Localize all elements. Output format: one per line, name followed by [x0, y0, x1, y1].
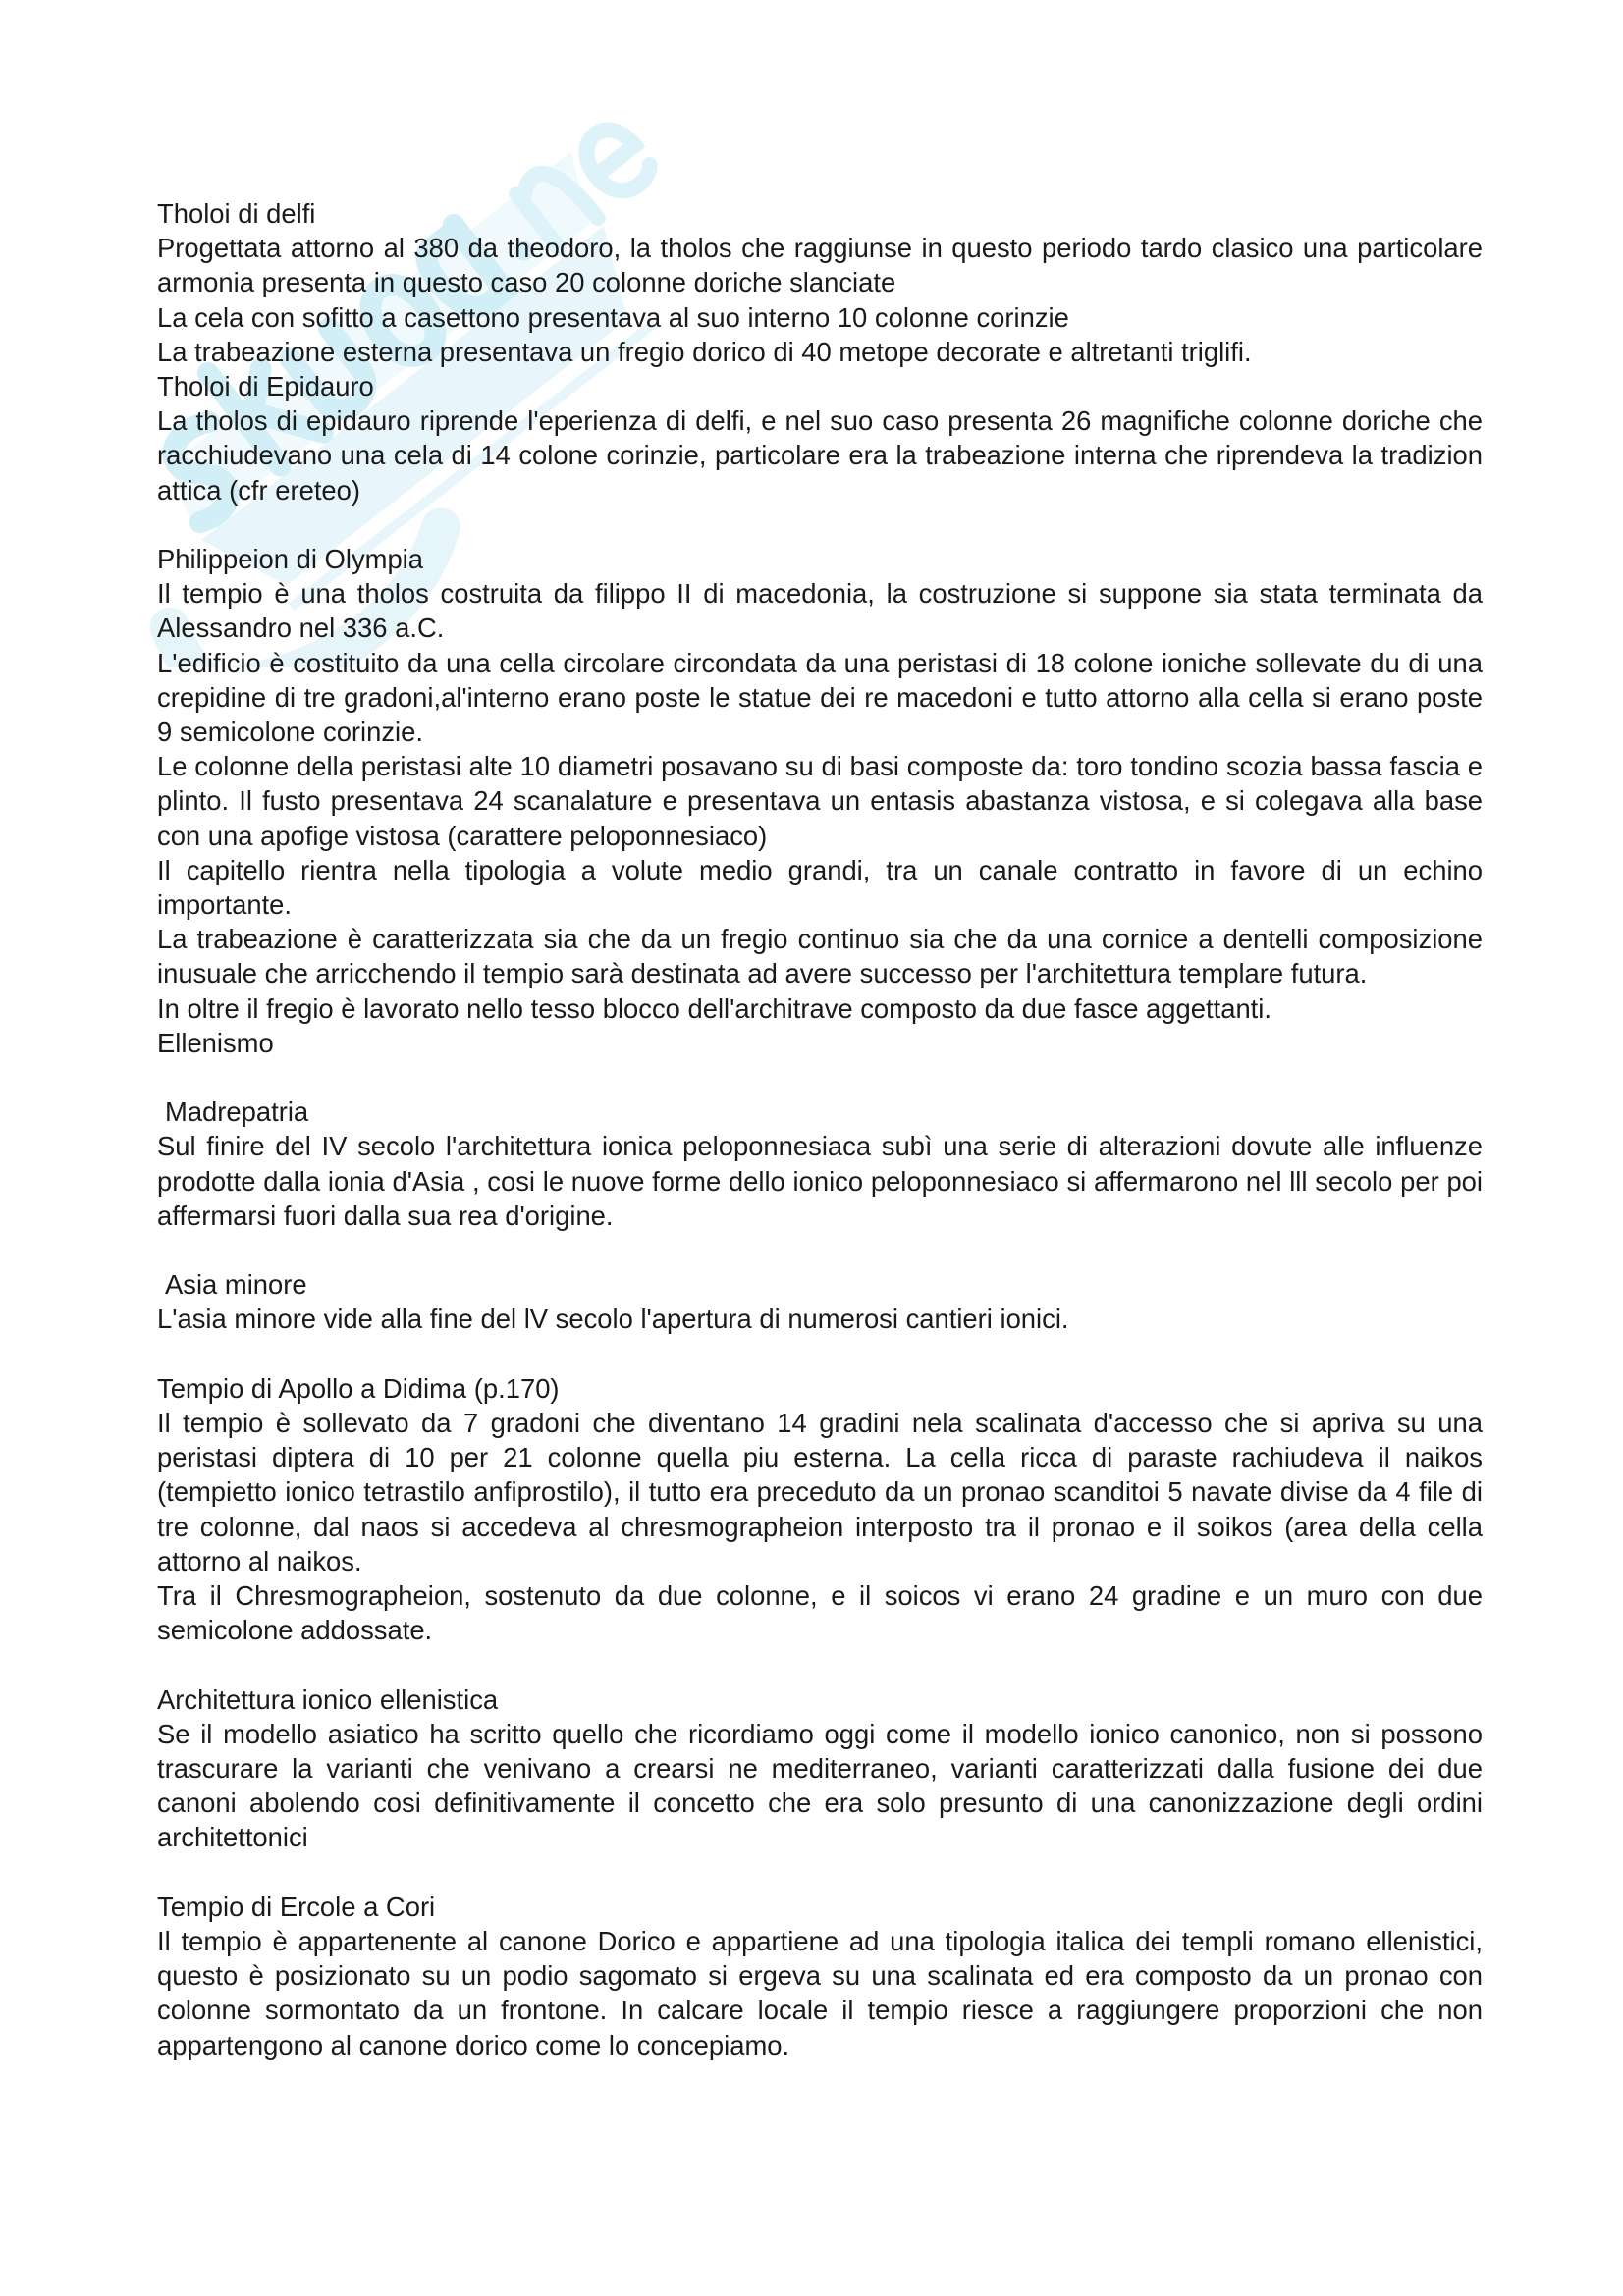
- document-body: [157, 196, 1483, 2062]
- paragraph-philippeion-3: Le colonne della peristasi alte 10 diametri posavano su di basi composte da: toro tondino scozia bassa fascia e plinto. Il fusto presentava 24 scanalature e presentava un entasis abastanza vistosa, e si colegava alla base con una apofige vistosa (carattere peloponnesiaco): [157, 751, 1483, 851]
- paragraph-ercole: Il tempio è appartenente al canone Dorico e appartiene ad una tipologia italica dei templi romano ellenistici, questo è posizionato su un podio sagomato si ergeva su una scalinata ed era composto da un pronao con colonne sormontato da un frontone. In calcare locale il tempio riesce a raggiungere proporzioni che non appartengono al canone dorico come lo concepiamo.: [157, 1926, 1483, 2060]
- paragraph-asia-minore: L'asia minore vide alla fine del lV secolo l'apertura di numerosi cantieri ionici.: [157, 1304, 1069, 1335]
- blank-line: [157, 1060, 1483, 1095]
- heading-madrepatria: Madrepatria: [165, 1096, 309, 1128]
- paragraph-philippeion-4: Il capitello rientra nella tipologia a volute medio grandi, tra un canale contratto in favore di un echino importante.: [157, 854, 1483, 921]
- blank-line: [157, 1855, 1483, 1890]
- blank-line: [157, 507, 1483, 542]
- paragraph-madrepatria: Sul finire del IV secolo l'architettura ionica peloponnesiaca subì una serie di alterazioni dovute alle influenze prodotte dalla ionia d'Asia , cosi le nuove forme dello ionico peloponnesiaco si affermarono nel lll secolo per poi affermarsi fuori dalla sua rea d'origine.: [157, 1131, 1483, 1231]
- blank-line: [157, 1337, 1483, 1371]
- paragraph-philippeion-1: Il tempio è una tholos costruita da filippo II di macedonia, la costruzione si suppone sia stata terminata da Alessandro nel 336 a.C.: [157, 578, 1483, 644]
- heading-tempio-apollo: Tempio di Apollo a Didima (p.170): [157, 1372, 560, 1404]
- blank-line: [157, 1647, 1483, 1682]
- paragraph-philippeion-2: L'edificio è costituito da una cella circolare circondata da una peristasi di 18 colone ioniche sollevate du di una crepidine di tre gradoni,al'interno erano poste le statue dei re macedoni e tutto attorno alla cella si erano poste 9 semicolone corinzie.: [157, 647, 1483, 748]
- paragraph-architettura-ionico: Se il modello asiatico ha scritto quello che ricordiamo oggi come il modello ionico canonico, non si possono trascurare la varianti che venivano a crearsi ne mediterraneo, varianti caratterizzati dalla fusione dei due canoni abolendo cosi definitivamente il concetto che era solo presunto di una canonizzazione degli ordini architettonici: [157, 1718, 1483, 1853]
- paragraph-apollo-2: Tra il Chresmographeion, sostenuto da due colonne, e il soicos vi erano 24 gradine e un muro con due semicolone addossate.: [157, 1580, 1483, 1646]
- paragraph-epidauro: La tholos di epidauro riprende l'eperienza di delfi, e nel suo caso presenta 26 magnifiche colonne doriche che racchiudevano una cela di 14 colone corinzie, particolare era la trabeazione interna che riprendeva la tradizion attica (cfr ereteo): [157, 405, 1483, 506]
- paragraph-philippeion-6: In oltre il fregio è lavorato nello tesso blocco dell'architrave composto da due fasce aggettanti.: [157, 992, 1271, 1024]
- paragraph-delfi-1: Progettata attorno al 380 da theodoro, la tholos che raggiunse in questo periodo tardo clasico una particolare armonia presenta in questo caso 20 colonne doriche slanciate: [157, 233, 1483, 298]
- heading-tempio-ercole: Tempio di Ercole a Cori: [157, 1891, 436, 1922]
- heading-tholoi-epidauro: Tholoi di Epidauro: [157, 371, 374, 402]
- paragraph-delfi-2: La cela con sofitto a casettono presentava al suo interno 10 colonne corinzie: [157, 301, 1069, 333]
- heading-asia-minore: Asia minore: [165, 1269, 307, 1301]
- paragraph-delfi-3: La trabeazione esterna presentava un fregio dorico di 40 metope decorate e altretanti triglifi.: [157, 336, 1252, 367]
- blank-line: [157, 1233, 1483, 1267]
- heading-tholoi-delfi: Tholoi di delfi: [157, 198, 316, 229]
- heading-philippeion: Philippeion di Olympia: [157, 544, 424, 575]
- paragraph-apollo-1: Il tempio è sollevato da 7 gradoni che diventano 14 gradini nela scalinata d'accesso che si apriva su una peristasi diptera di 10 per 21 colonne quella piu esterna. La cella ricca di paraste rachiudeva il naikos (tempietto ionico tetrastilo anfiprostilo), il tutto era preceduto da un pronao scanditoi 5 navate divise da 4 file di tre colonne, dal naos si accedeva al chresmographeion interposto tra il pronao e il soikos (area della cella attorno al naikos.: [157, 1408, 1483, 1576]
- paragraph-philippeion-5: La trabeazione è caratterizzata sia che da un fregio continuo sia che da una cornice a dentelli composizione inusuale che arricchendo il tempio sarà destinata ad avere successo per l'architettura templare futura.: [157, 924, 1483, 989]
- heading-architettura-ionico: Architettura ionico ellenistica: [157, 1683, 499, 1715]
- heading-ellenismo: Ellenismo: [157, 1027, 274, 1058]
